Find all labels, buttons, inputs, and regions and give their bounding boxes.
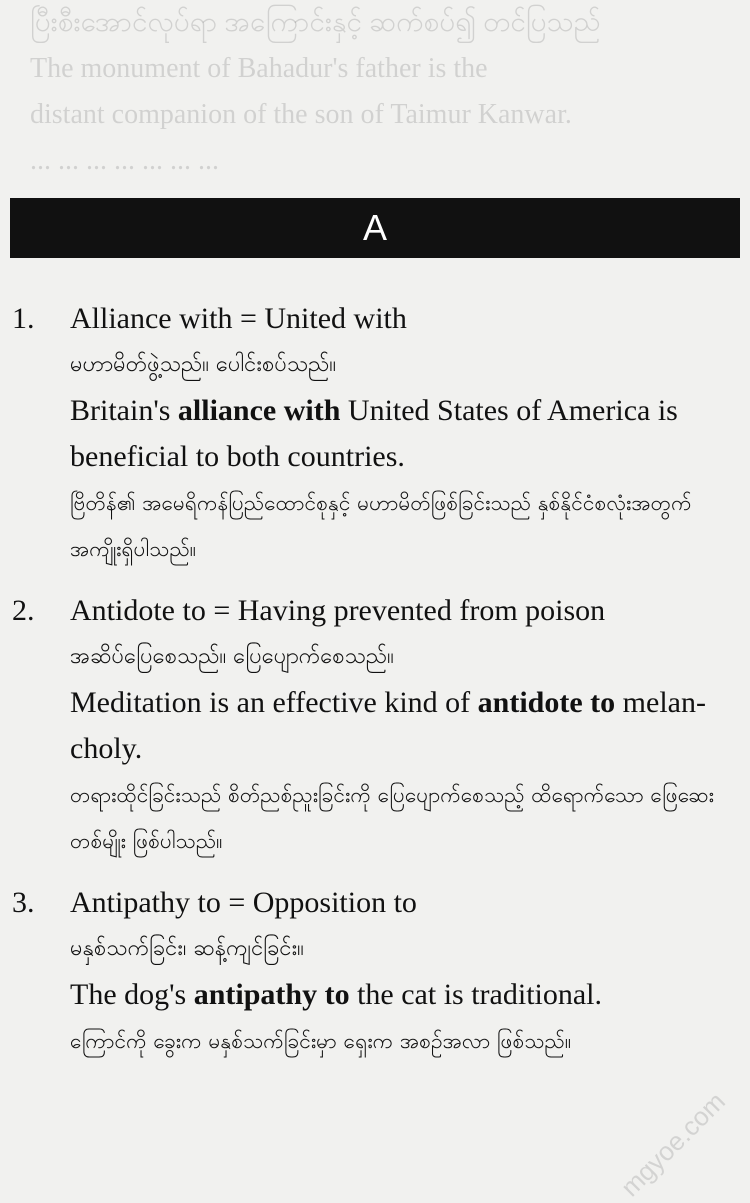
example-text: the cat is traditional. [349, 978, 603, 1011]
entry-antidote-to [0, 588, 750, 864]
example-sentence [70, 680, 740, 772]
myanmar-translation: တရားထိုင်ခြင်းသည် စိတ်ညစ်ညူးခြင်းကို ပြေပျောက်စေသည့် ထိရောက်သော ဖြေဆေးတစ်မျိုး ဖြစ်ပါသည်။ [70, 783, 714, 853]
entry-term: Antidote to [70, 594, 206, 627]
myanmar-translation: ကြောင်ကို ခွေးက မနှစ်သက်ခြင်းမှာ ရှေးက အစဉ်အလာ ဖြစ်သည်။ [70, 1029, 572, 1053]
entry-number: 2. [12, 594, 35, 627]
bleed-line: ... ... ... ... ... ... ... [30, 145, 219, 176]
myanmar-meaning: မဟာမိတ်ဖွဲ့သည်။ ပေါင်းစပ်သည်။ [70, 352, 337, 377]
entry-antipathy-to [0, 880, 750, 1064]
entry-meaning: Having prevented from poison [237, 594, 606, 627]
bleed-line: ပြီးစီးအောင်လုပ်ရာ အကြောင်းနှင့် ဆက်စပ်၍ တင်ပြသည် [30, 7, 601, 38]
example-keyword: antidote to [477, 686, 616, 719]
section-letter: A [362, 207, 387, 248]
example-text: United States of America is beneficial to both countries. [70, 394, 678, 473]
bleed-through-text [0, 0, 750, 200]
entry-heading: Antidote to = Having prevented from poison [70, 594, 606, 627]
example-keyword: alliance with [177, 394, 341, 427]
entry-list [0, 296, 750, 1064]
bleed-line: The monument of Bahadur's father is the [30, 53, 488, 84]
section-header-bar [10, 198, 740, 258]
entry-meaning: United with [264, 302, 407, 335]
bleed-line: distant companion of the son of Taimur Kanwar. [30, 99, 572, 130]
example-sentence [70, 388, 740, 480]
example-text: Britain's [70, 394, 178, 427]
entry-number: 3. [12, 886, 35, 919]
myanmar-translation: ဗြိတိန်၏ အမေရိကန်ပြည်ထောင်စုနှင့် မဟာမိတ်ဖြစ်ခြင်းသည် နှစ်နိုင်ငံစလုံးအတွက် အကျိုးရှိပါသည်။ [70, 491, 692, 561]
myanmar-meaning: မနှစ်သက်ခြင်း၊ ဆန့်ကျင်ခြင်း။ [70, 936, 304, 961]
entry-heading: Antipathy to = Opposition to [70, 886, 417, 919]
entry-term: Alliance with [70, 302, 233, 335]
example-sentence [70, 972, 740, 1018]
example-text: The dog's [70, 978, 194, 1011]
entry-term: Antipathy to [70, 886, 221, 919]
entry-number: 1. [12, 302, 35, 335]
myanmar-meaning: အဆိပ်ပြေစေသည်။ ပြေပျောက်စေသည်။ [70, 644, 394, 669]
example-text: Meditation is an effective kind of [70, 686, 478, 719]
watermark-text: mgyoe.com [614, 1086, 731, 1203]
entry-meaning: Opposition to [252, 886, 417, 919]
example-keyword: antipathy to [193, 978, 350, 1011]
entry-heading: Alliance with = United with [70, 302, 407, 335]
entry-alliance-with [0, 296, 750, 572]
example-text: melan-choly. [70, 686, 706, 765]
